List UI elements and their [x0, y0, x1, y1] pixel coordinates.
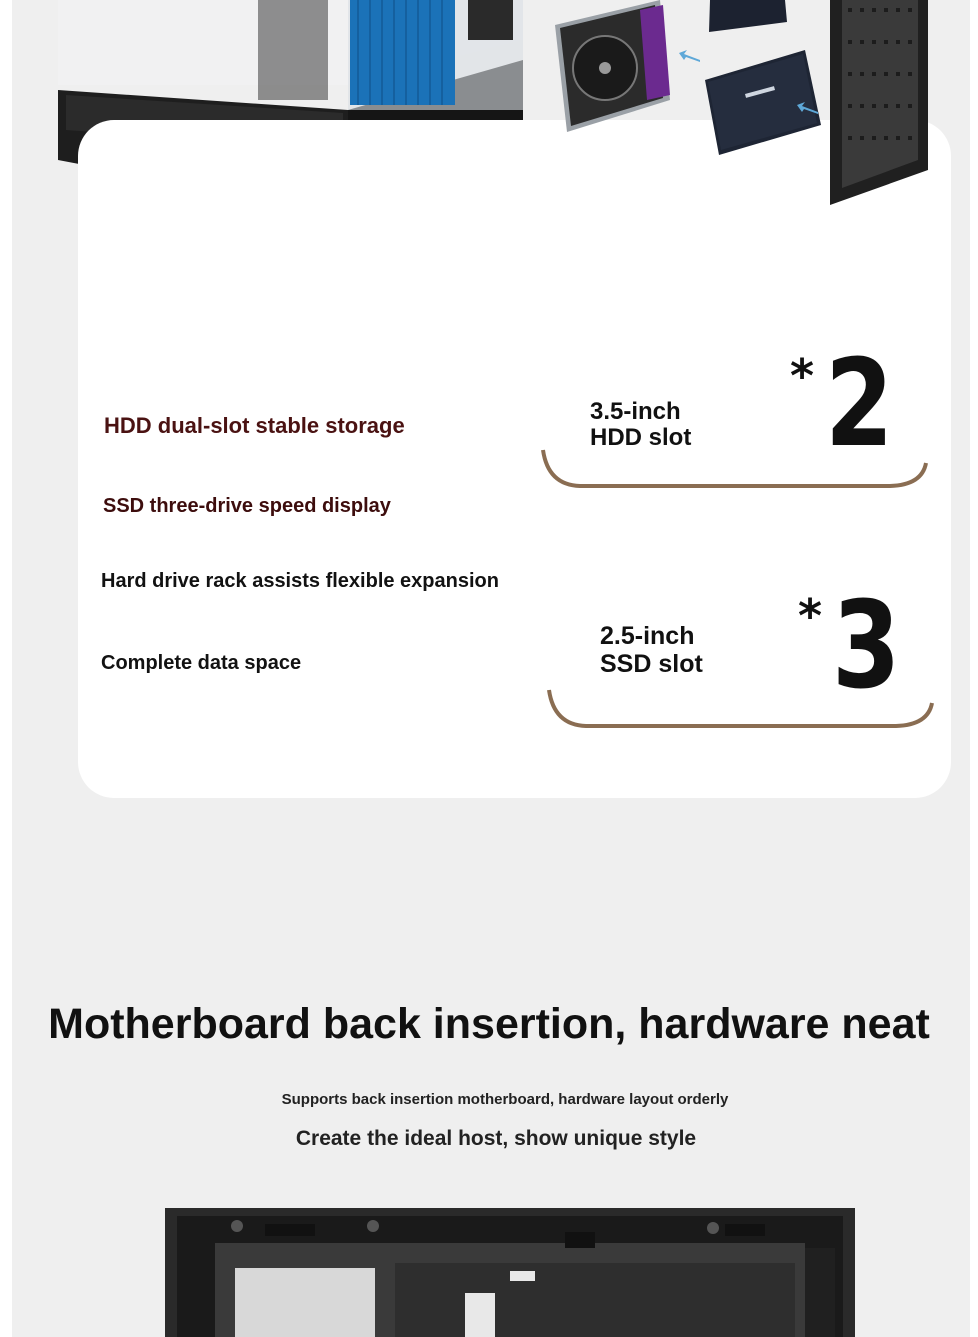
section-subtitle: Supports back insertion motherboard, hardware layout orderly: [281, 1091, 729, 1108]
feature-drive-rack: Hard drive rack assists flexible expansion: [101, 570, 499, 592]
feature-ssd-display: SSD three-drive speed display: [103, 495, 391, 517]
ssd-slot-type: SSD slot: [600, 650, 703, 678]
ssd-slot-badge: [546, 577, 936, 735]
hdd-slot-type: HDD slot: [590, 424, 692, 451]
ssd-count-star: *: [798, 589, 823, 643]
section-tagline: Create the ideal host, show unique style: [295, 1127, 697, 1150]
feature-hdd-storage: HDD dual-slot stable storage: [104, 413, 405, 438]
hdd-count-star: *: [790, 349, 815, 403]
hdd-slot-size: 3.5-inch: [590, 398, 681, 425]
feature-data-space: Complete data space: [101, 652, 302, 674]
ssd-slot-count: 3: [832, 577, 901, 716]
arrow-icon: [796, 100, 820, 116]
hdd-slot-count: 2: [825, 335, 894, 474]
arrow-icon: [678, 48, 702, 64]
hdd-image: [545, 0, 675, 135]
ssd-image: [705, 0, 790, 34]
hdd-slot-badge: [540, 335, 930, 495]
side-panel-image: [820, 0, 938, 210]
section-heading: Motherboard back insertion, hardware neat: [48, 1000, 930, 1048]
pc-case-interior-image: [165, 1208, 855, 1337]
ssd-slot-size: 2.5-inch: [600, 622, 695, 650]
